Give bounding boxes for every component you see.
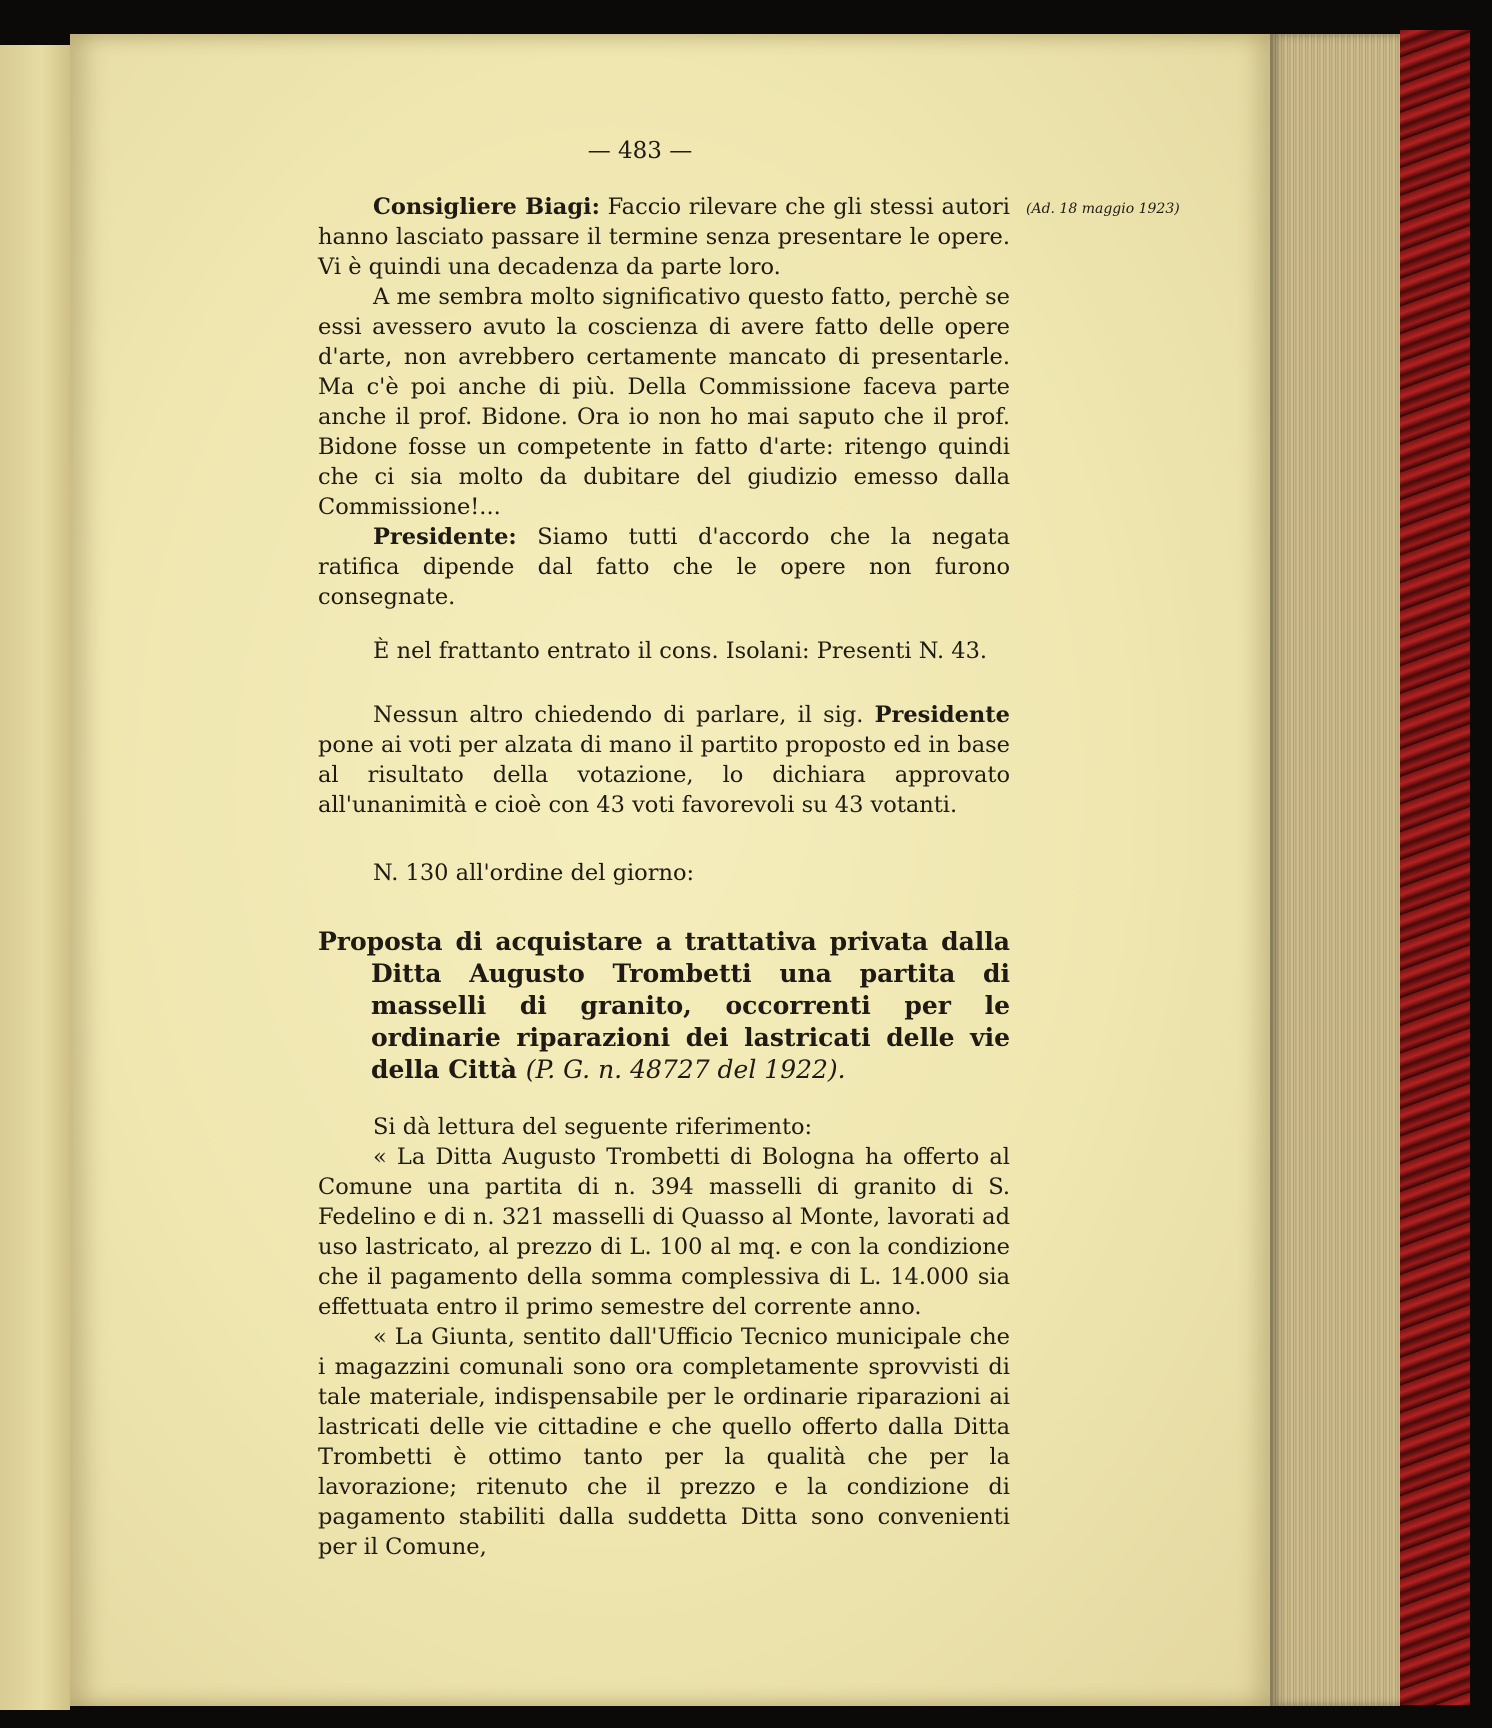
- votazione-after: pone ai voti per alzata di mano il partito proposto ed in base al risultato della votazione, lo dichiara approvato all'unanimità e cioè con 43 voti favorevoli su 43 votanti.: [318, 732, 1010, 818]
- votazione-block: [318, 700, 1010, 820]
- discussion-block: [318, 192, 1010, 612]
- paragraph-lettura: Si dà lettura del seguente riferimento:: [373, 1114, 813, 1140]
- biagi-text: Faccio rilevare che gli stessi autori hanno lasciato passare il termine senza presentare le opere. Vi è quindi una decadenza da parte loro.: [318, 194, 1010, 280]
- margin-note: (Ad. 18 maggio 1923): [1026, 201, 1180, 217]
- paragraph-entrato: È nel frattanto entrato il cons. Isolani: Presenti N. 43.: [373, 638, 988, 664]
- paragraph-presidente: [318, 522, 1010, 612]
- paragraph-votazione: [318, 700, 1010, 820]
- left-page-edge: [0, 45, 70, 1710]
- votazione-before: Nessun altro chiedendo di parlare, il sig.: [373, 702, 875, 728]
- presidente-text: Siamo tutti d'accordo che la negata ratifica dipende dal fatto che le opere non furono consegnate.: [318, 524, 1010, 610]
- entrato-block: [318, 636, 1010, 666]
- page-edges: [1270, 34, 1400, 1706]
- speaker-presidente: Presidente:: [373, 524, 517, 550]
- speaker-presidente-2: Presidente: [874, 702, 1010, 728]
- speaker-biagi: Consigliere Biagi:: [373, 194, 600, 220]
- paragraph-biagi: [318, 192, 1010, 282]
- paragraph-riferimento-2: « La Giunta, sentito dall'Ufficio Tecnico municipale che i magazzini comunali sono ora completamente sprovvisti di tale materiale, indispensabile per le ordinarie riparazioni ai lastricati delle vie cittadine e che quello offerto dalla Ditta Trombetti è ottimo tanto per la qualità che per la lavorazione; ritenuto che il prezzo e la condizione di pagamento stabiliti dalla suddetta Ditta sono convenienti per il Comune,: [318, 1324, 1010, 1560]
- paragraph-riferimento-1: « La Ditta Augusto Trombetti di Bologna ha offerto al Comune una partita di n. 394 masselli di granito di S. Fedelino e di n. 321 masselli di Quasso al Monte, lavorati ad uso lastricato, al prezzo di L. 100 al mq. e con la condizione che il pagamento della somma complessiva di L. 14.000 sia effettuata entro il primo semestre del corrente anno.: [318, 1144, 1010, 1320]
- book-binding: [1400, 30, 1470, 1705]
- paragraph-ordine: N. 130 all'ordine del giorno:: [373, 860, 695, 886]
- proposta-ref: (P. G. n. 48727 del 1922).: [525, 1055, 846, 1084]
- riferimento-block: [318, 1112, 1010, 1562]
- ordine-block: [318, 858, 1010, 888]
- page-number: — 483 —: [587, 138, 693, 164]
- paragraph-biagi-cont: A me sembra molto significativo questo fatto, perchè se essi avessero avuto la coscienza di avere fatto delle opere d'arte, non avrebbero certamente mancato di presentarle. Ma c'è poi anche di più. Della Commissione faceva parte anche il prof. Bidone. Ora io non ho mai saputo che il prof. Bidone fosse un competente in fatto d'arte: ritengo quindi che ci sia molto da dubitare del giudizio emesso dalla Commissione!...: [318, 284, 1010, 520]
- proposta-title: Proposta di acquistare a trattativa privata dalla Ditta Augusto Trombetti una partita di masselli di granito, occorrenti per le ordinarie riparazioni dei lastricati delle vie della Città: [318, 927, 1010, 1084]
- proposta-heading: [318, 926, 1010, 1086]
